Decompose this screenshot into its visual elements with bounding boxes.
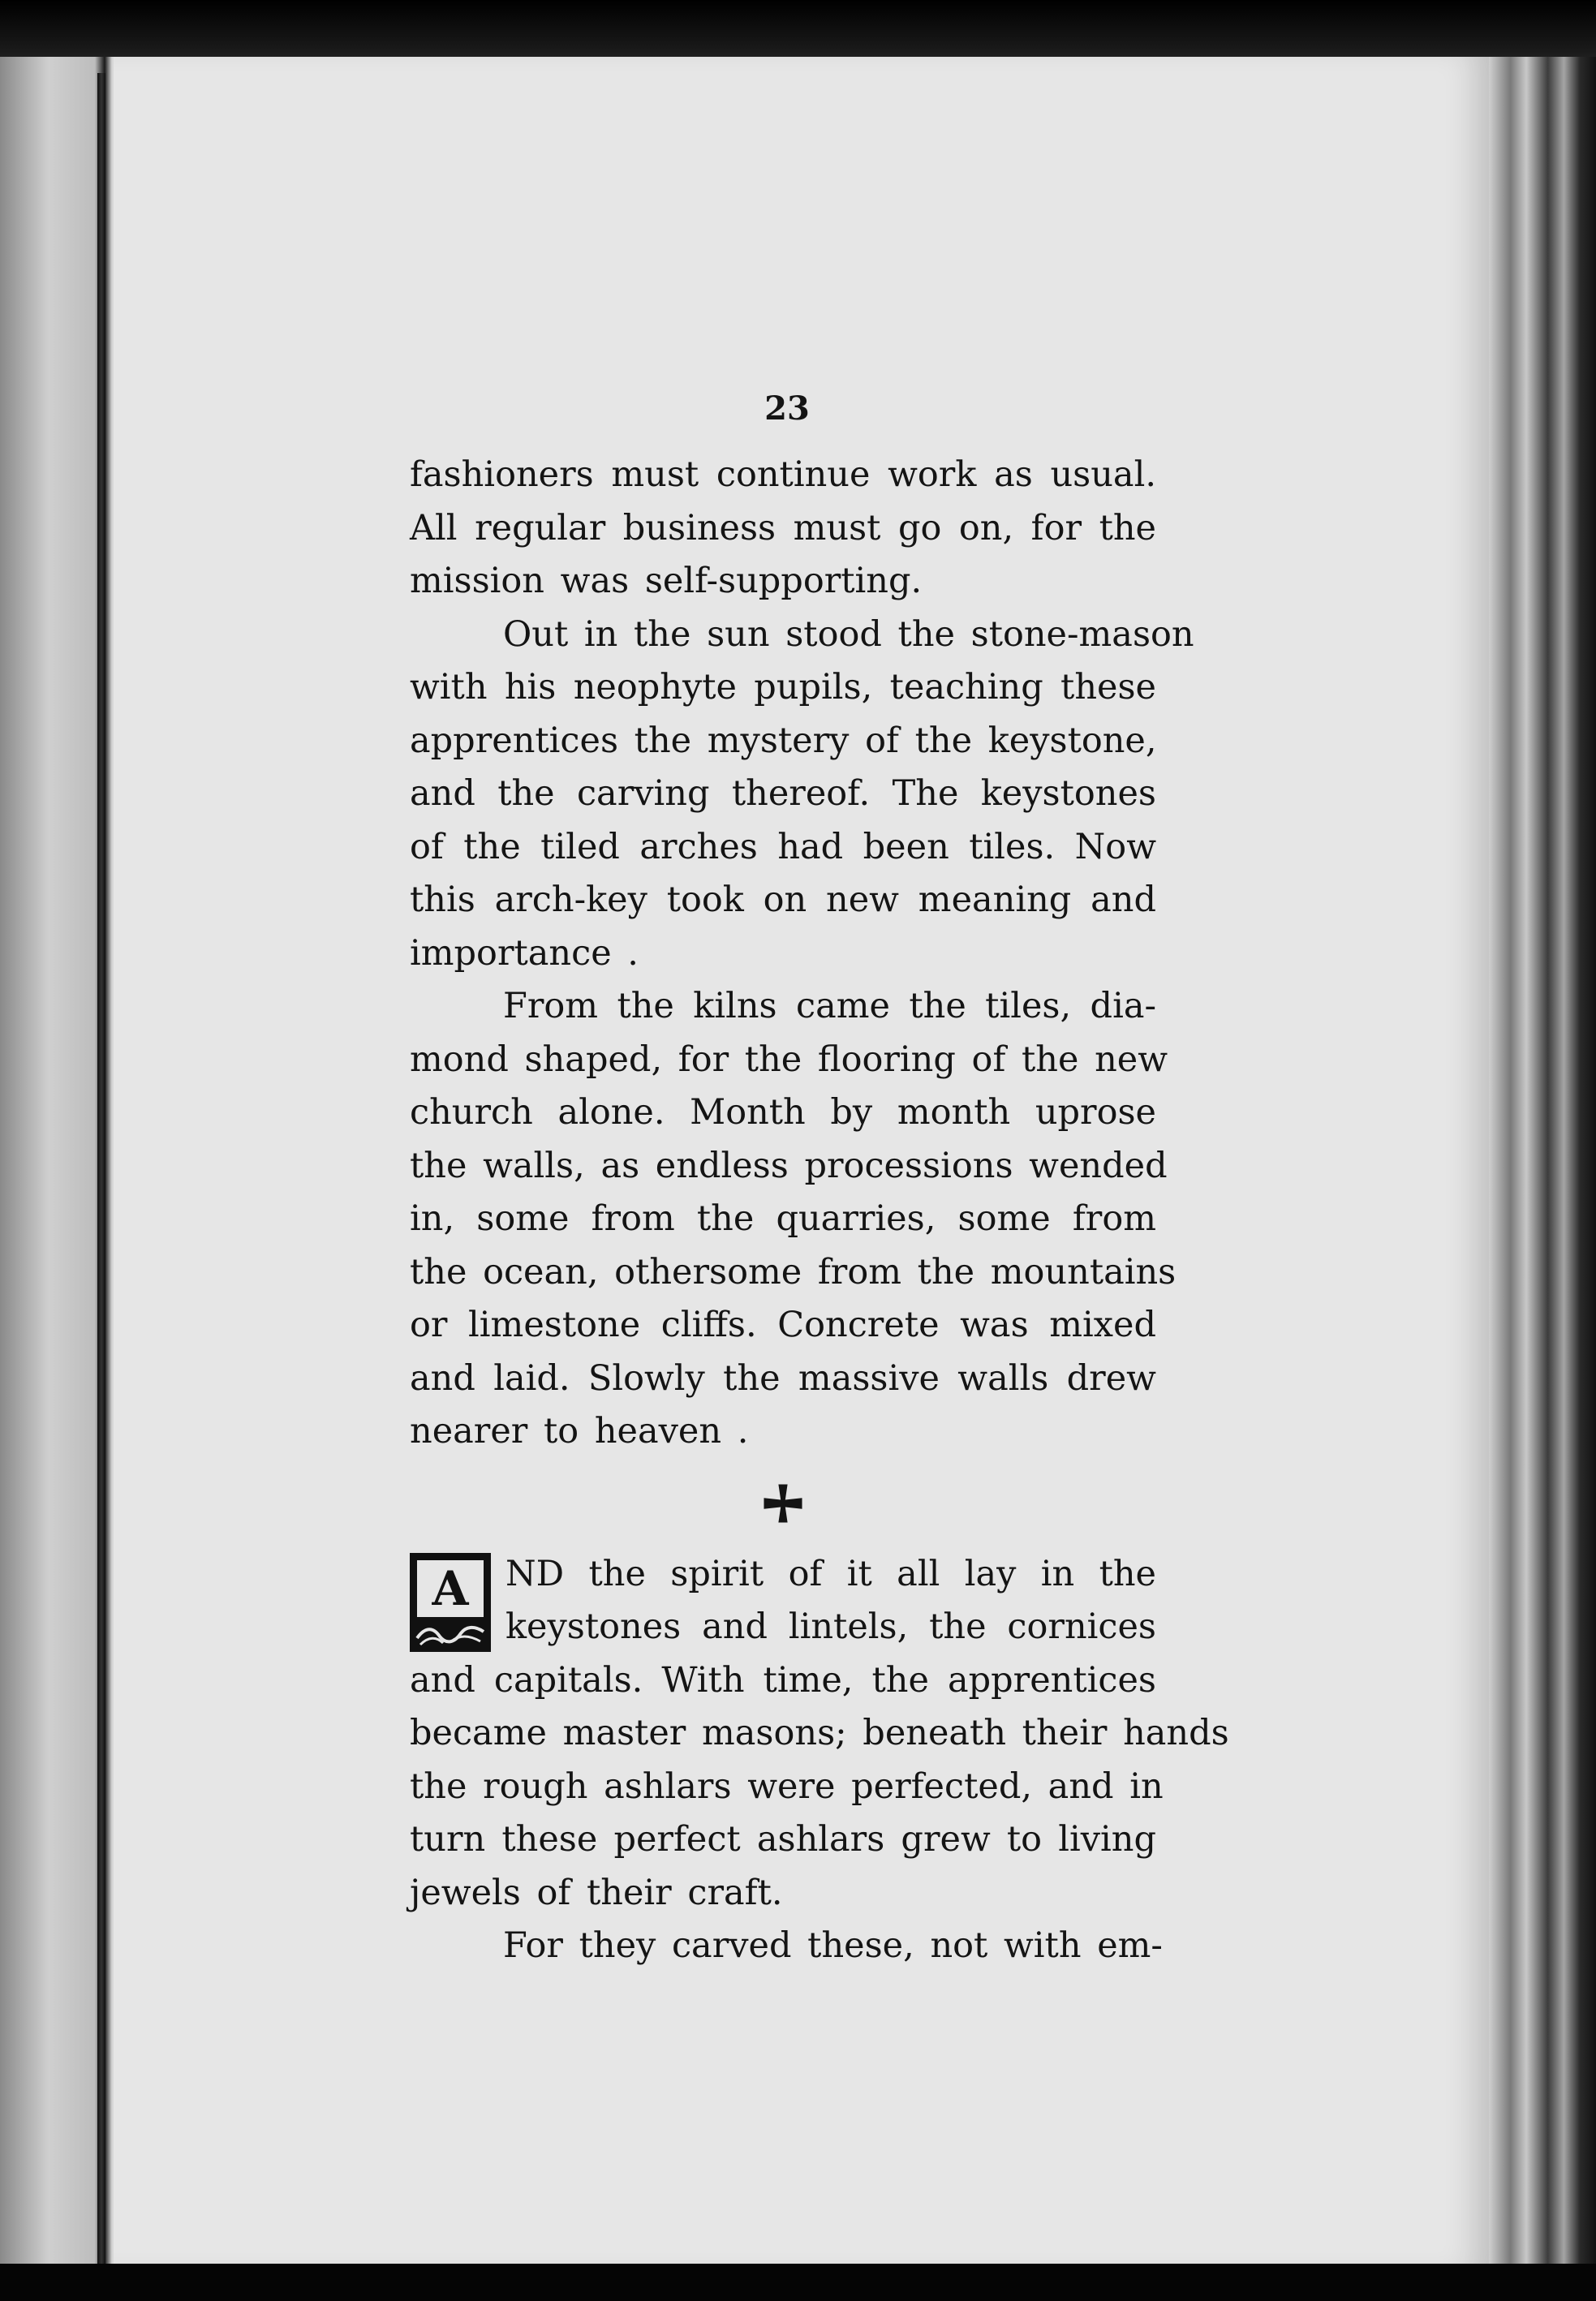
text-line: church alone. Month by month uprose bbox=[410, 1092, 1156, 1133]
text-line: and capitals. With time, the apprentices bbox=[410, 1659, 1156, 1701]
text-line: apprentices the mystery of the keystone, bbox=[410, 720, 1157, 761]
text-line: For they carved these, not with em- bbox=[503, 1925, 1163, 1966]
text-line: turn these perfect ashlars grew to living bbox=[410, 1819, 1156, 1860]
drop-cap-wave-ornament bbox=[415, 1620, 485, 1646]
paragraph-1 bbox=[410, 449, 1156, 609]
page-text-block bbox=[410, 389, 1229, 1973]
text-line: jewels of their craft. bbox=[410, 1872, 783, 1913]
text-line: with his neophyte pupils, teaching these bbox=[410, 667, 1156, 708]
text-line: became master masons; beneath their hands bbox=[410, 1713, 1229, 1753]
text-line: keystones and lintels, the cornices bbox=[505, 1606, 1156, 1647]
page-edge-stack bbox=[1489, 57, 1596, 2268]
text-line: in, some from the quarries, some from bbox=[410, 1198, 1156, 1239]
cross-pattee-icon bbox=[760, 1481, 806, 1526]
paragraph-3 bbox=[410, 980, 1177, 1459]
drop-cap bbox=[410, 1553, 491, 1652]
page-number: 23 bbox=[764, 389, 810, 428]
text-line: All regular business must go on, for the bbox=[410, 507, 1156, 548]
paragraph-4 bbox=[410, 1548, 1229, 1920]
text-line: Out in the sun stood the stone-mason bbox=[503, 613, 1194, 655]
text-line: importance . bbox=[410, 932, 639, 974]
scan-bottom-shadow bbox=[0, 2264, 1596, 2301]
text-line: mission was self-supporting. bbox=[410, 561, 923, 601]
text-line: ND the spirit of it all lay in the bbox=[505, 1553, 1156, 1594]
text-line: of the tiled arches had been tiles. Now bbox=[410, 826, 1156, 867]
paragraph-2 bbox=[410, 609, 1194, 981]
gutter-line bbox=[97, 73, 105, 2264]
drop-cap-letter: A bbox=[417, 1560, 484, 1617]
section-ornament bbox=[410, 1459, 1156, 1548]
text-line: the walls, as endless processions wended bbox=[410, 1145, 1168, 1186]
text-line: the rough ashlars were perfected, and in bbox=[410, 1766, 1164, 1807]
text-line: or limestone cliffs. Concrete was mixed bbox=[410, 1305, 1156, 1345]
text-line: and the carving thereof. The keystones bbox=[410, 773, 1156, 814]
text-line: the ocean, othersome from the mountains bbox=[410, 1251, 1177, 1292]
paragraph-5 bbox=[410, 1920, 1163, 1973]
text-line: From the kilns came the tiles, dia- bbox=[503, 986, 1156, 1026]
text-line: fashioners must continue work as usual. bbox=[410, 454, 1156, 495]
text-line: this arch-key took on new meaning and bbox=[410, 880, 1156, 920]
text-line: mond shaped, for the flooring of the new bbox=[410, 1039, 1168, 1080]
text-line: nearer to heaven . bbox=[410, 1411, 749, 1452]
text-line: and laid. Slowly the massive walls drew bbox=[410, 1357, 1156, 1399]
